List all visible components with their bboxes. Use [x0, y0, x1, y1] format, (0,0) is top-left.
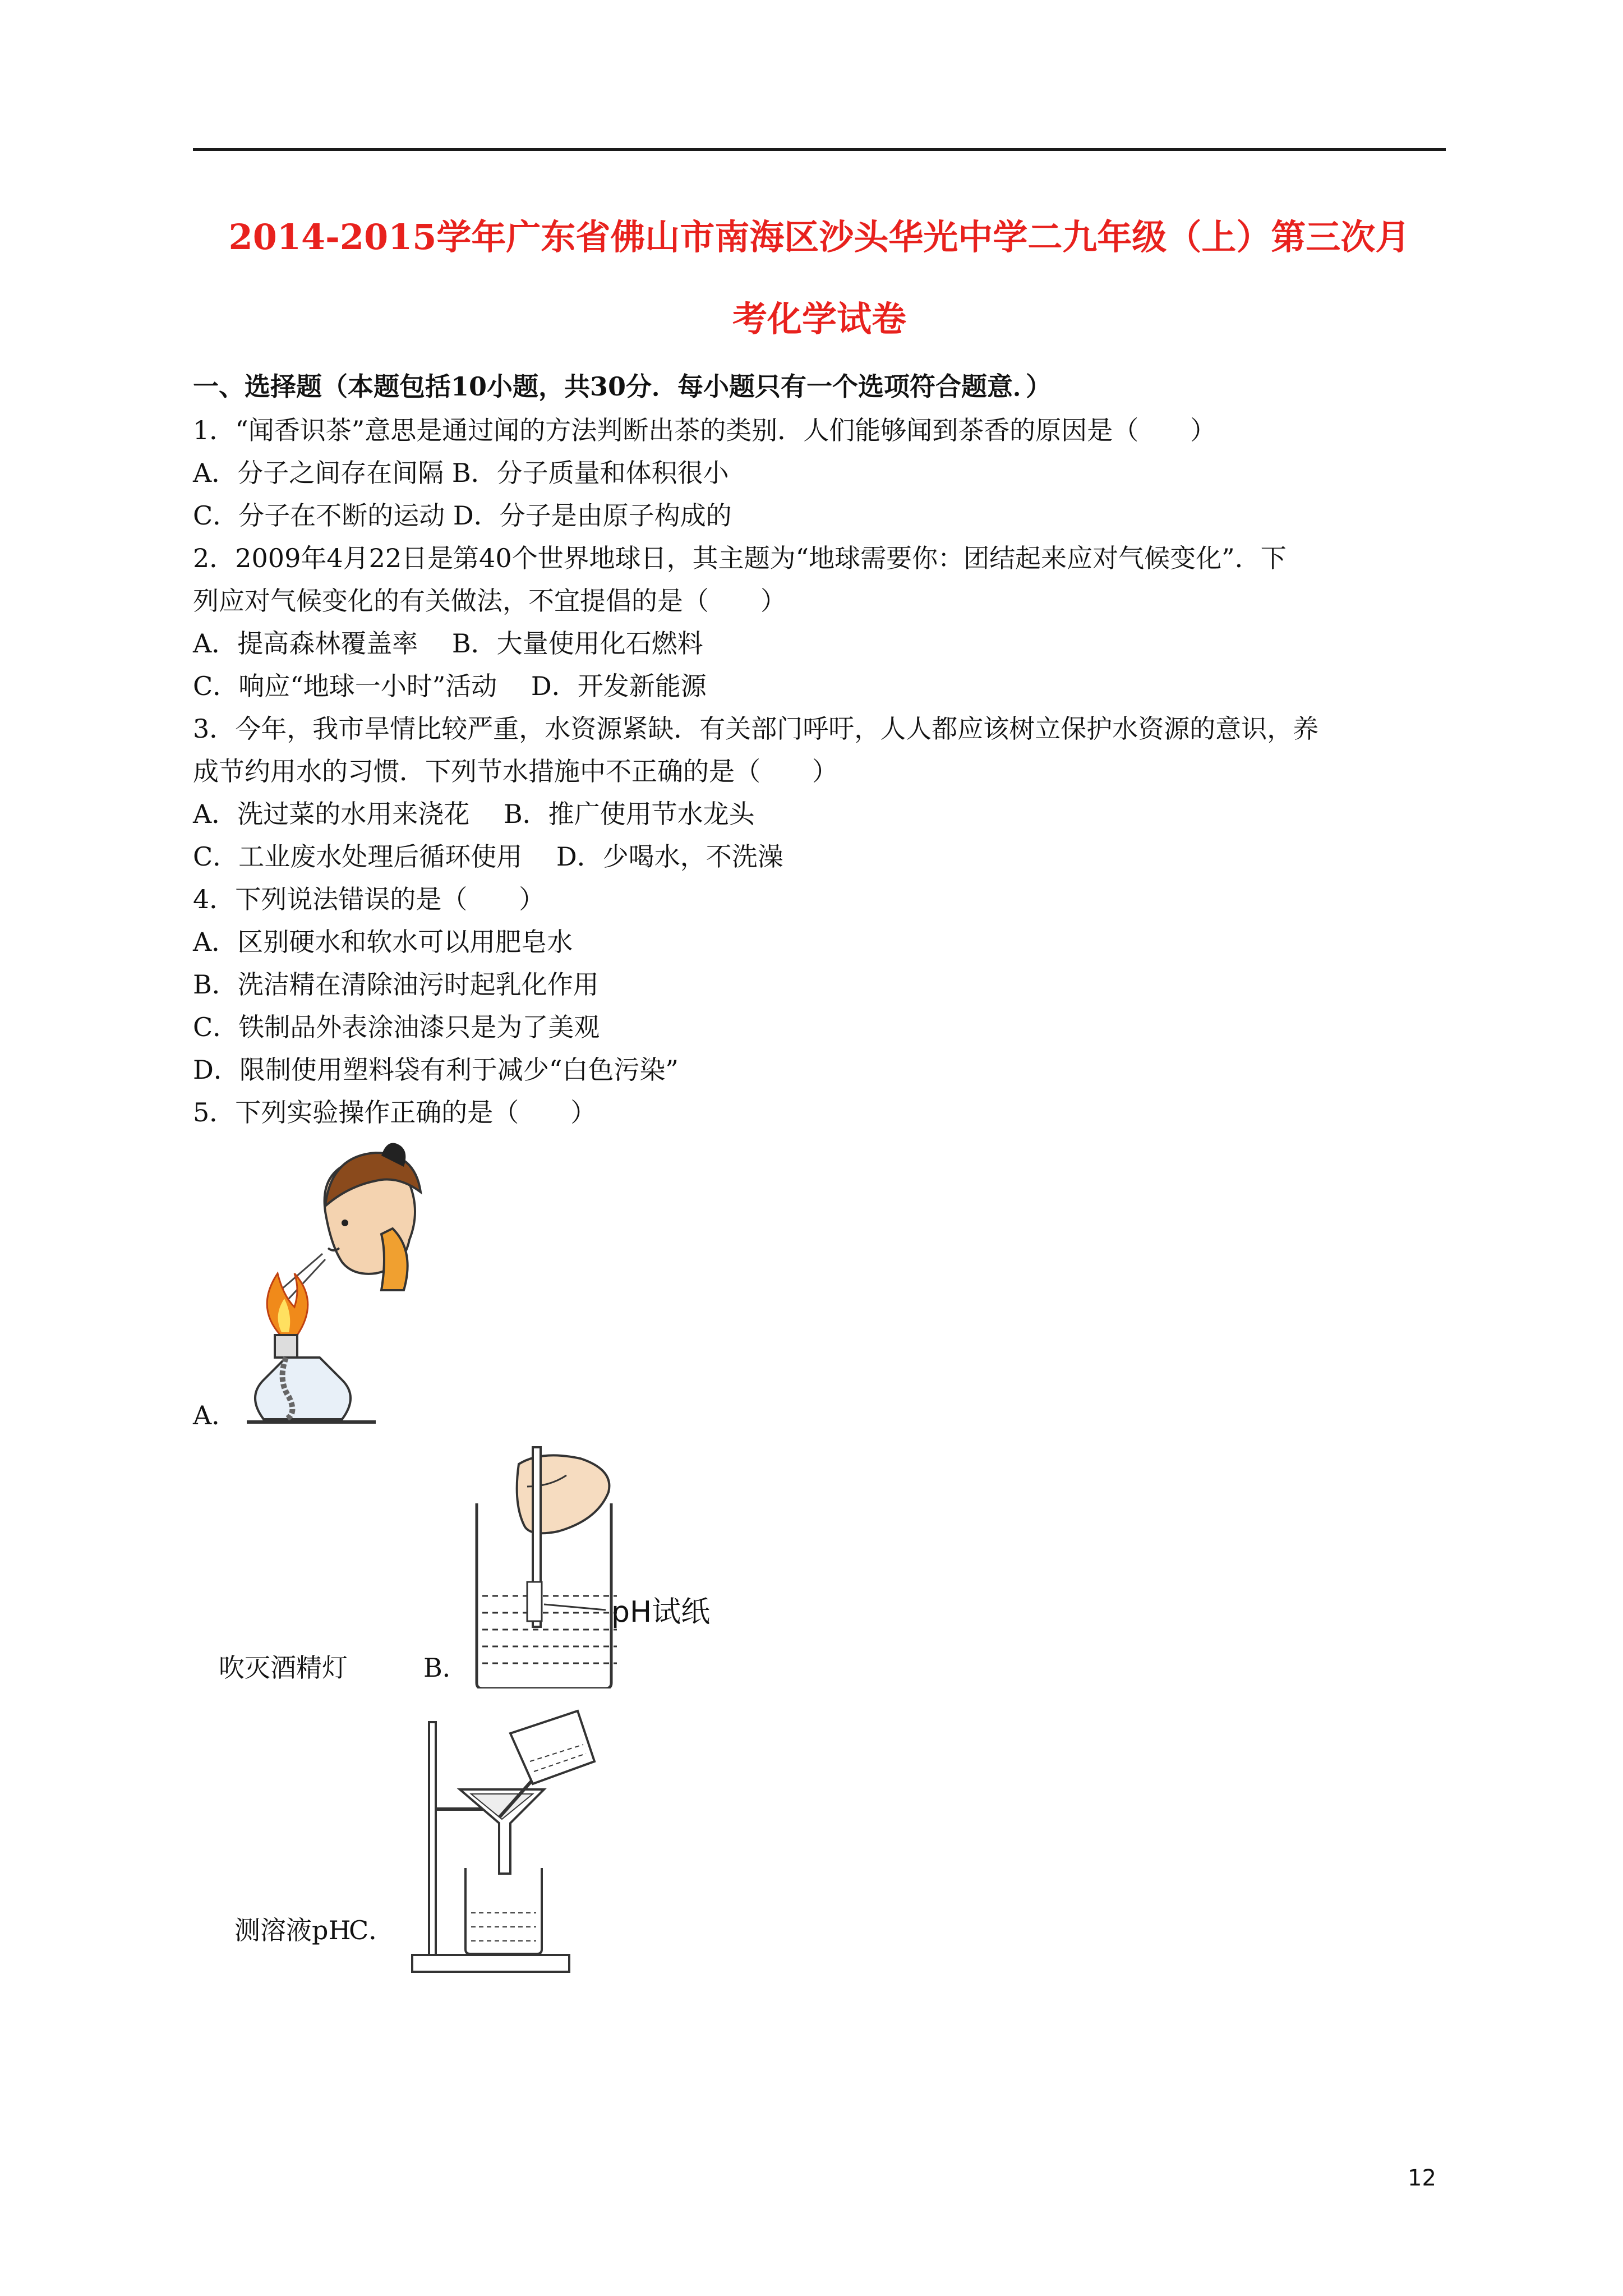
q4-option-d: D．限制使用塑料袋有利于减少“白色污染”: [193, 1055, 679, 1085]
q5-caption-a: 吹灭酒精灯: [219, 1653, 348, 1683]
q5-caption-b: 测溶液pH: [234, 1915, 351, 1945]
q2-options-ab: A．提高森林覆盖率 B．大量使用化石燃料: [193, 628, 703, 659]
section-heading: 一、选择题（本题包括10小题，共30分．每小题只有一个选项符合题意．）: [193, 371, 1052, 402]
q3-options-ab: A．洗过菜的水用来浇花 B．推广使用节水龙头: [193, 799, 755, 829]
header-rule: [193, 148, 1446, 151]
q4-option-b: B．洗洁精在清除油污时起乳化作用: [193, 969, 599, 1000]
ph-paper-label: pH试纸: [611, 1595, 711, 1629]
q1-stem: 1．“闻香识茶”意思是通过闻的方法判断出茶的类别．人们能够闻到茶香的原因是（ ）: [193, 415, 1216, 445]
filtration-figure: [409, 1700, 611, 1980]
q2-stem-line2: 列应对气候变化的有关做法，不宜提倡的是（ ）: [193, 586, 786, 616]
q3-stem-line1: 3．今年，我市旱情比较严重，水资源紧缺．有关部门呼吁，人人都应该树立保护水资源的意识，养: [193, 714, 1319, 744]
ph-test-figure: [465, 1442, 712, 1688]
exam-title-line1: 2014-2015学年广东省佛山市南海区沙头华光中学二九年级（上）第三次月: [228, 217, 1410, 257]
q5-option-a-letter: A．: [193, 1400, 238, 1430]
exam-title-line2: 考化学试卷: [732, 298, 906, 339]
q5-option-b-letter: B．: [423, 1653, 468, 1683]
q5-stem: 5．下列实验操作正确的是（ ）: [193, 1097, 597, 1128]
q3-options-cd: C．工业废水处理后循环使用 D．少喝水，不洗澡: [193, 841, 783, 872]
alcohol-lamp-blowing-figure: [241, 1139, 432, 1430]
q5-option-c-letter: C．: [349, 1915, 395, 1945]
q3-stem-line2: 成节约用水的习惯．下列节水措施中不正确的是（ ）: [193, 756, 838, 786]
q4-option-c: C．铁制品外表涂油漆只是为了美观: [193, 1012, 600, 1042]
q4-option-a: A．区别硬水和软水可以用肥皂水: [193, 927, 573, 957]
page-number: 12: [1408, 2165, 1436, 2191]
q1-options-cd: C．分子在不断的运动 D．分子是由原子构成的: [193, 500, 732, 531]
q4-stem: 4．下列说法错误的是（ ）: [193, 884, 545, 914]
q1-options-ab: A．分子之间存在间隔 B．分子质量和体积很小: [193, 458, 729, 488]
q2-stem-line1: 2．2009年4月22日是第40个世界地球日，其主题为“地球需要你：团结起来应对气候变化”．下: [193, 543, 1287, 573]
q2-options-cd: C．响应“地球一小时”活动 D．开发新能源: [193, 671, 707, 701]
